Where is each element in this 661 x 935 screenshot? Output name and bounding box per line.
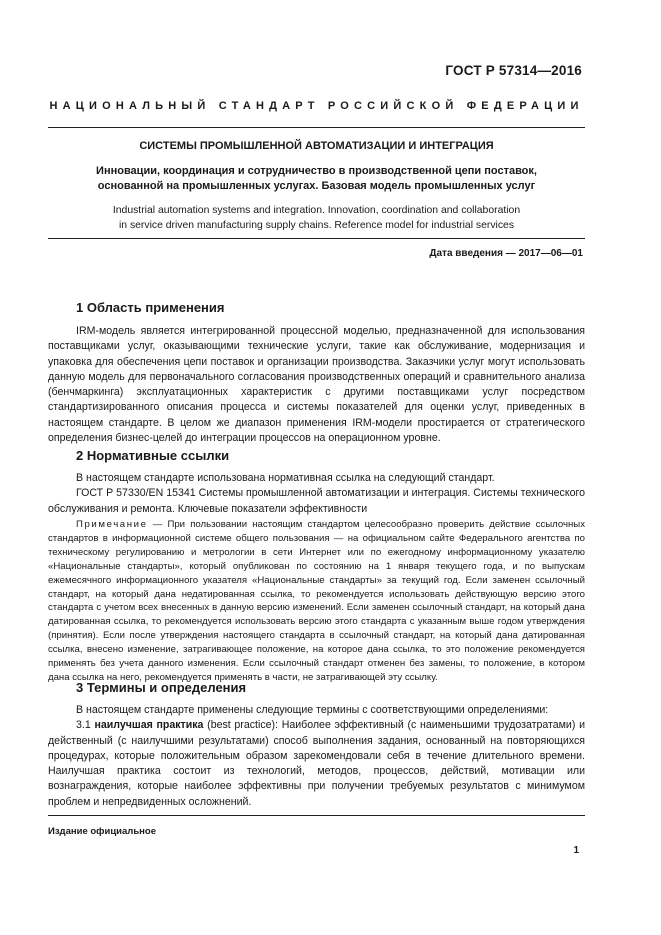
section-1-heading: 1 Область применения — [76, 300, 225, 315]
section-2-body — [48, 471, 585, 517]
document-subtitle — [48, 164, 585, 194]
note-paragraph — [48, 518, 585, 685]
national-standard-heading: НАЦИОНАЛЬНЫЙ СТАНДАРТ РОССИЙСКОЙ ФЕДЕРАЦИИ — [49, 100, 584, 112]
paragraph: В настоящем стандарте использована нормативная ссылка на следующий стандарт. — [76, 472, 495, 484]
paragraph: ГОСТ Р 57330/EN 15341 Системы промышленной автоматизации и интеграция. Системы технического обслуживания и ремонта. Ключевые показатели эффективности — [48, 487, 585, 515]
english-title-line: Industrial automation systems and integration. Innovation, coordination and collaboration — [112, 205, 521, 216]
term-text: (best practice): Наиболее эффективный (с наименьшими трудозатратами) и действенный (с наилучшими результатами) способ выполнения задания, основанный на повторяющихся процедурах, которые положительным образом зарекомендовали себя в течение длительного времени. Наилучшая практика состоит из технологий, методов, процессов, действий, мотивации или вознаграждения, которые наиболее эффективны при получении требуемых результатов с минимумом проблем и непредвиденных осложнений. — [48, 719, 586, 808]
english-title — [48, 204, 585, 233]
note-block — [48, 518, 585, 685]
section-3-body — [48, 703, 585, 810]
footer-divider — [48, 815, 585, 816]
subtitle-line: основанной на промышленных услугах. Базовая модель промышленных услуг — [97, 180, 536, 192]
paragraph: В настоящем стандарте применены следующие термины с соответствующими определениями: — [76, 704, 549, 716]
section-1-body — [48, 324, 585, 446]
subtitle-line: Инновации, координация и сотрудничество в производственной цепи поставок, — [96, 165, 537, 177]
note-text: — При пользовании настоящим стандартом целесообразно проверить действие ссылочных стандартов в информационной системе общего пользования — на официальном сайте Федерального агентства по техническому регулированию и метрологии в сети Интернет или по ежегодному информационному указателю «Национальные стандарты», который опубликован по состоянию на 1 января текущего года, и по выпускам ежемесячного информационного указателя «Национальные стандарты» за текущий год. Если заменен ссылочный стандарт, на который дана недатированная ссылка, то рекомендуется использовать действующую версию этого стандарта с учетом всех внесенных в данную версию изменений. Если заменен ссылочный стандарт, на который дана датированная ссылка, то рекомендуется использовать версию этого стандарта с указанным выше годом утверждения (принятия). Если после утверждения настоящего стандарта в ссылочный стандарт, на который дана датированная ссылка, внесено изменение, затрагивающее положение, на которое дана ссылка, то это положение рекомендуется применять без учета данного изменения. Если ссылочный стандарт отменен без замены, то положение, в котором дана ссылка на него, рекомендуется применять в части, не затрагивающей эту ссылку. — [48, 519, 585, 683]
page-number: 1 — [573, 845, 579, 856]
section-3-heading: 3 Термины и определения — [76, 680, 247, 695]
introduction-date: Дата введения — 2017—06—01 — [429, 248, 583, 259]
paragraph: IRM-модель является интегрированной процессной моделью, предназначенной для использования поставщиками услуг, оказывающими технические услуги, такие как обслуживание, модернизация и упаковка для обеспечения цепи поставок и организации производства. Заказчики услуг могут использовать данную модель для первоначального согласования производственных операций и сравнительного анализа (бенчмаркинга) эксплуатационных характеристик с другими поставщиками услуг посредством стандартизированного описания процесса и системы показателей для оценки услуг, приведенных в настоящем стандарте. В целом же диапазон применения IRM-модели простирается от стратегического определения бизнес-целей до интеграции процессов на операционном уровне. — [48, 325, 585, 445]
gost-number: ГОСТ Р 57314—2016 — [445, 63, 582, 78]
term-definition — [48, 718, 585, 810]
note-label: Примечание — [76, 519, 148, 530]
title-divider — [48, 238, 585, 239]
edition-label: Издание официальное — [48, 826, 156, 837]
document-title: СИСТЕМЫ ПРОМЫШЛЕННОЙ АВТОМАТИЗАЦИИ И ИНТЕГРАЦИЯ — [139, 140, 494, 152]
term-name: наилучшая практика — [94, 719, 204, 732]
section-2-heading: 2 Нормативные ссылки — [76, 448, 230, 463]
english-title-line: in service driven manufacturing supply chains. Reference model for industrial services — [118, 219, 515, 231]
term-number: 3.1 — [76, 719, 95, 732]
header-divider — [48, 127, 585, 128]
